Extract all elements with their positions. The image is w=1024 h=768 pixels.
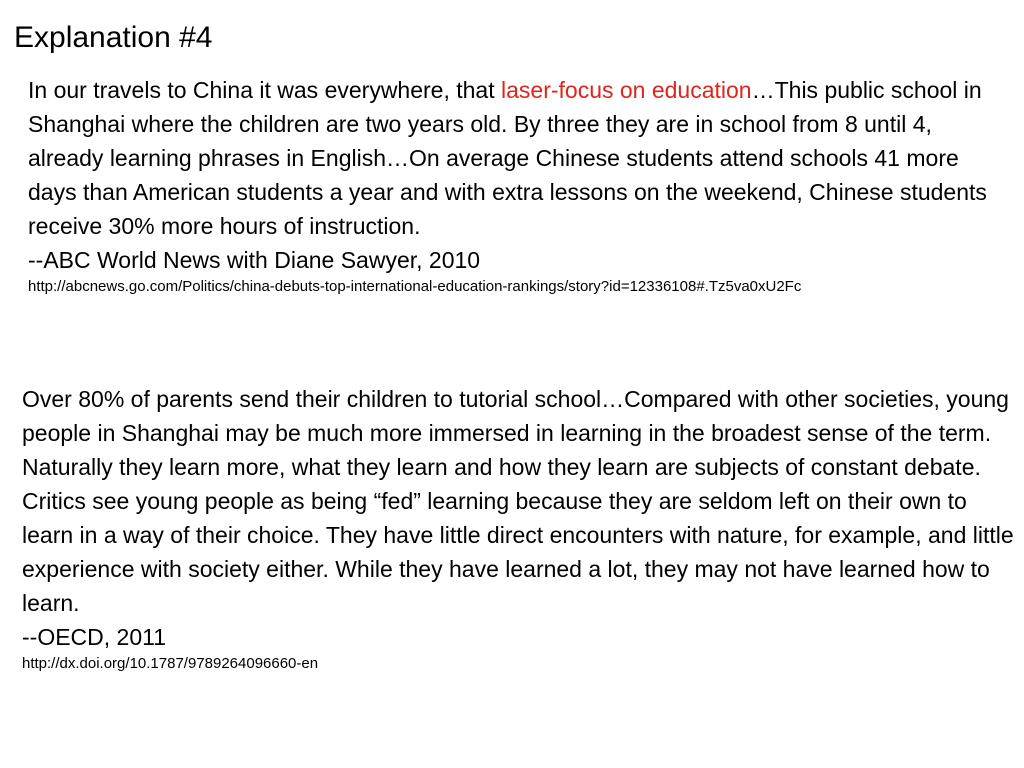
quote-abc-news-url: http://abcnews.go.com/Politics/china-debuts-top-international-education-rankings/story?id=12336108#.Tz5va0xU2Fc bbox=[28, 278, 802, 295]
quote-abc-news-text-after: …This public school in Shanghai where the children are two years old. By three they are in school from 8 until 4, already learning phrases in English…On average Chinese students attend schools 41 more days than American students a year and with extra lessons on the weekend, Chinese students receive 30% more hours of instruction. bbox=[28, 77, 987, 239]
quote-abc-news-source: --ABC World News with Diane Sawyer, 2010 bbox=[28, 247, 481, 273]
quote-oecd bbox=[22, 382, 1020, 674]
quote-abc-news-text bbox=[28, 73, 998, 243]
quote-oecd-url: http://dx.doi.org/10.1787/9789264096660-en bbox=[22, 655, 319, 672]
slide-title: Explanation #4 bbox=[14, 21, 213, 54]
quote-oecd-source: --OECD, 2011 bbox=[22, 624, 167, 650]
quote-abc-news-text-before: In our travels to China it was everywhere, that bbox=[28, 77, 501, 103]
quote-oecd-text: Over 80% of parents send their children to tutorial school…Compared with other societies, young people in Shanghai may be much more immersed in learning in the broadest sense of the term. Naturally they learn more, what they learn and how they learn are subjects of constant debate. Critics see young people as being “fed” learning because they are seldom left on their own to learn in a way of their choice. They have little direct encounters with nature, for example, and little experience with society either. While they have learned a lot, they may not have learned how to learn. bbox=[22, 386, 1014, 616]
highlighted-phrase: laser-focus on education bbox=[501, 77, 752, 103]
quote-abc-news bbox=[28, 73, 998, 297]
